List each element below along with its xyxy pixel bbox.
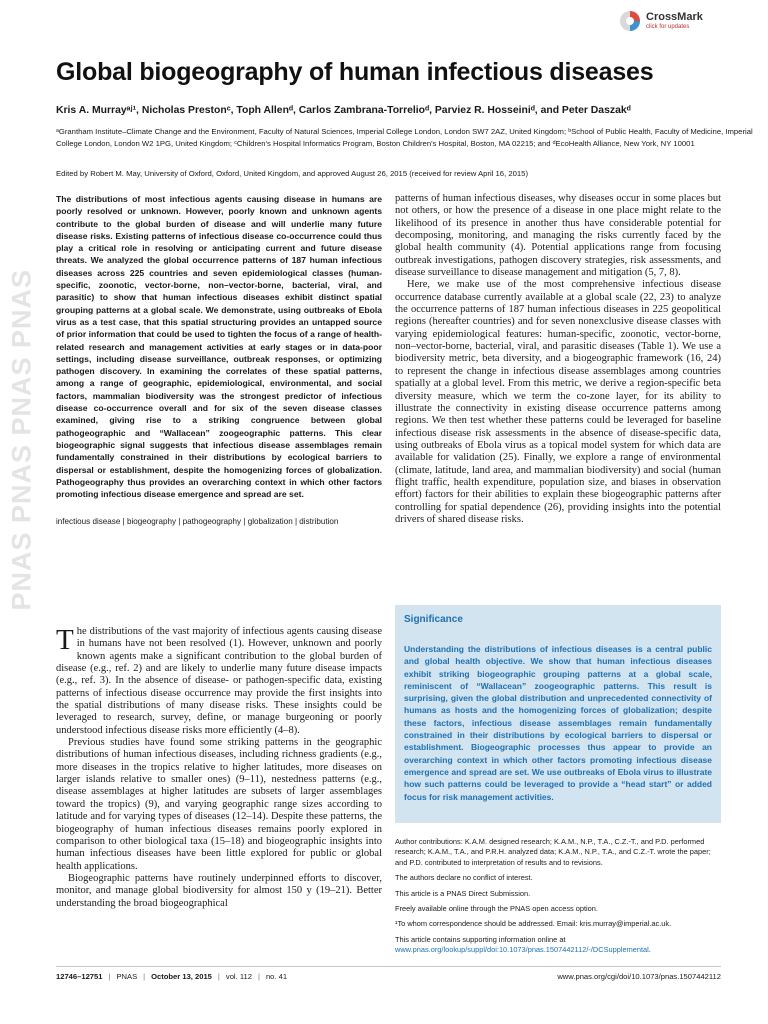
intro-paragraph-1 (56, 626, 382, 737)
footer-journal: PNAS (116, 972, 138, 981)
submission-note: This article is a PNAS Direct Submission. (395, 888, 531, 898)
supporting-info-prefix: This article contains supporting information online at (395, 934, 566, 944)
footer-pages: 12746–12751 (56, 972, 103, 981)
supporting-info-suffix: . (648, 945, 651, 955)
intro-paragraph-3: Biogeographic patterns have routinely underpinned efforts to discover, monitor, and manage global biodiversity for almost 150 y (19–21). Better understanding the broad biogeographical (56, 872, 382, 909)
significance-text: Understanding the distributions of infectious diseases is a central public and global health objective. We show that human infectious diseases exhibit striking biogeographic grouping patterns at a global scale, reminiscent of “Wallacean” zoogeographic patterns. This result is surprising, given the global distribution and unprecedented connectivity of humans as hosts and the homogenizing forces of globalization; despite these factors, infectious disease assemblages remain fundamentally constrained in their distributions by ecological barriers to dispersal or establishment. Biogeographic processes thus appear to provide an overarching context in which other factors promoting infectious disease emergence and spread are set. We use outbreaks of Ebola virus to illustrate how such patterns could be leveraged to provide a “head start” or added focus for risk management activities. (404, 644, 712, 802)
crossmark-icon (619, 10, 641, 32)
significance-box (395, 605, 721, 823)
intro-paragraph-4: patterns of human infectious diseases, why diseases occur in some places but not others, or how the presence of a disease in one place might relate to the likelihood of its presence in another thus have considerable potential for decomposing, monitoring, and managing the risks currently faced by the global health community (4). Potential applications range from focusing outbreak investigations, pathogen discovery strategies, risk assessments, and disease surveillance to disease management and mitigation (5, 7, 8). (395, 193, 721, 279)
supporting-info-note (395, 935, 721, 956)
footer-divider (56, 966, 721, 967)
footer-date: October 13, 2015 (151, 972, 212, 981)
drop-cap: T (56, 624, 74, 656)
left-column (56, 193, 382, 528)
open-access-note: Freely available online through the PNAS open access option. (395, 904, 598, 914)
abstract: The distributions of most infectious agents causing disease in humans are poorly resolved or unknown. However, poorly known and unknown agents contribute to the global burden of disease and will underlie many future disease risks. Existing patterns of infectious disease co-occurrence could thus play a critical role in resolving or anticipating current and future disease threats. We analyzed the global occurrence patterns of 187 human infectious diseases across 225 countries and seven epidemiological classes (human-specific, zoonotic, vector-borne, non–vector-borne, bacterial, viral, and parasitic) to show that human infectious diseases exhibit distinct spatial grouping patterns at a global scale. We demonstrate, using outbreaks of Ebola virus as a test case, that this spatial structuring provides an untapped source of prior information that could be used to tighten the focus of a range of health-related research and management activities at early stages or in data-poor settings, including disease surveillance, outbreak responses, or optimizing pathogen discovery. In examining the correlates of these spatial patterns, among a range of geographic, epidemiological, environmental, and social factors, mammalian biodiversity was the strongest predictor of infectious disease co-occurrence overall and for six of the seven disease classes examined, giving rise to a striking congruence between global pathogeographic and “Wallacean” zoogeographic patterns. This clear biogeographic signal suggests that infectious disease assemblages remain fundamentally constrained in their distributions by ecological barriers to dispersal or establishment, despite the homogenizing forces of globalization. Pathogeography thus provides an overarching context in which other factors promoting infectious disease emergence and spread are set. (56, 194, 382, 500)
supporting-info-link[interactable]: www.pnas.org/lookup/suppl/doi:10.1073/pnas.1507442112/-/DCSupplemental (395, 945, 649, 955)
intro-paragraph-1-text: he distributions of the vast majority of infectious agents causing disease in humans have not been resolved (1). However, unknown and poorly known agents make a significant contribution to the global burden of disease (e.g., ref. 2) and are likely to underlie many future disease impacts (e.g., ref. 3). In the absence of disease- or pathogen-specific data, existing patterns of infectious disease occurrence may provide the first insights into the spatial distributions of many disease risks. These insights could be leveraged to research, survey, define, or manage burgeoning or poorly understood infectious disease risks more efficiently (4–8). (56, 626, 382, 736)
crossmark-badge[interactable] (619, 10, 703, 32)
affiliations: ᵃGrantham Institute–Climate Change and the Environment, Faculty of Natural Sciences, Imperial College London, London SW7 2AZ, United Kingdom; ᵇSchool of Public Health, Faculty of Medicine, Imperial College London, London W2 1PG, United Kingdom; ᶜChildren's Hospital Informatics Program, Boston Children's Hospital, Boston, MA 02215; and ᵈEcoHealth Alliance, New York, NY 10001 (56, 127, 753, 148)
intro-left-column (56, 626, 382, 910)
footer-citation: 12746–12751 | PNAS | October 13, 2015 | vol. 112 | no. 41 (56, 972, 288, 981)
intro-paragraph-5: Here, we make use of the most comprehensive infectious disease occurrence database currently available at a global scale (22, 23) to analyze the occurrence patterns of 187 human infectious diseases in 225 geopolitical regions (hereafter countries) and for seven nonexclusive disease classes with varying epidemiological features: human-specific, zoonotic, vector-borne, non–vector-borne, bacterial, viral, and parasitic diseases (Table 1). We use a biodiversity metric, beta diversity, and a biogeographic framework (16, 24) to represent the change in infectious disease assemblages among countries spatially at a global level. From this metric, we derive a region-specific beta diversity measure, which we term the co-zone layer, for its ability to illustrate the connectivity in existing disease occurrence patterns among regions. We then test whether these patterns could be leveraged for baseline infectious disease risk assessments in the absence of disease-specific data, using outbreaks of Ebola virus as a topical model system for which data are available for validation (25). Finally, we explore a range of environmental (climate, latitude, land area, and mammalian biodiversity) and social (human flight traffic, health expenditure, population size, and biases in observation effort) factors for their abilities to explain these biogeographic patterns after controlling for spatial dependence (26), providing insights into the potential drivers of shared disease risks. (395, 279, 721, 525)
author-contributions: Author contributions: K.A.M. designed research; K.A.M., N.P., T.A., C.Z.-T., and P.D. performed research; K.A.M., T.A., and P.R.H. analyzed data; K.A.M., N.P., T.A., and C.Z.-T. wrote the paper; and P.D. contributed to interpretation of results and to revisions. (395, 837, 711, 867)
crossmark-name: CrossMark (646, 10, 703, 23)
article-notes (395, 837, 721, 961)
correspondence-note: ¹To whom correspondence should be addressed. Email: kris.murray@imperial.ac.uk. (395, 919, 672, 929)
intro-right-column (395, 193, 721, 526)
journal-watermark-text: PNAS PNAS PNAS PNAS (6, 268, 37, 611)
footer-doi-url[interactable]: www.pnas.org/cgi/doi/10.1073/pnas.1507442112 (557, 972, 721, 981)
crossmark-subtitle: click for updates (646, 23, 690, 30)
journal-watermark (0, 90, 37, 611)
significance-title: Significance (404, 614, 463, 625)
article-title: Global biogeography of human infectious diseases (56, 58, 654, 86)
intro-paragraph-2: Previous studies have found some striking patterns in the geographic distributions of human infectious diseases, including richness gradients (e.g., more diseases in the tropics relative to higher latitudes, more diseases on larger islands relative to smaller ones) (9–11), nestedness patterns (e.g., disease assemblages at higher latitudes are subsets of larger assemblages toward the tropics) (9), and varying geographic range sizes according to latitude and for varying types of diseases (12–14). Despite these patterns, the biogeography of human infectious diseases remains poorly explored in comparison to other biological taxa (15–18) and biogeographic insights into human infectious diseases have been little explored for public or global health applications. (56, 737, 382, 872)
keywords: infectious disease | biogeography | pathogeography | globalization | distribution (56, 517, 339, 527)
footer-volume: vol. 112 (225, 972, 252, 981)
author-list: Kris A. Murrayᵃʲ¹, Nicholas Prestonᶜ, Toph Allenᵈ, Carlos Zambrana-Torrelioᵈ, Parviez R. Hosseiniᵈ, and Peter Daszakᵈ (56, 105, 631, 116)
conflict-statement: The authors declare no conflict of interest. (395, 873, 533, 883)
edited-by: Edited by Robert M. May, University of Oxford, Oxford, United Kingdom, and approved August 26, 2015 (received for review April 16, 2015) (56, 169, 529, 178)
footer-issue: no. 41 (265, 972, 288, 981)
